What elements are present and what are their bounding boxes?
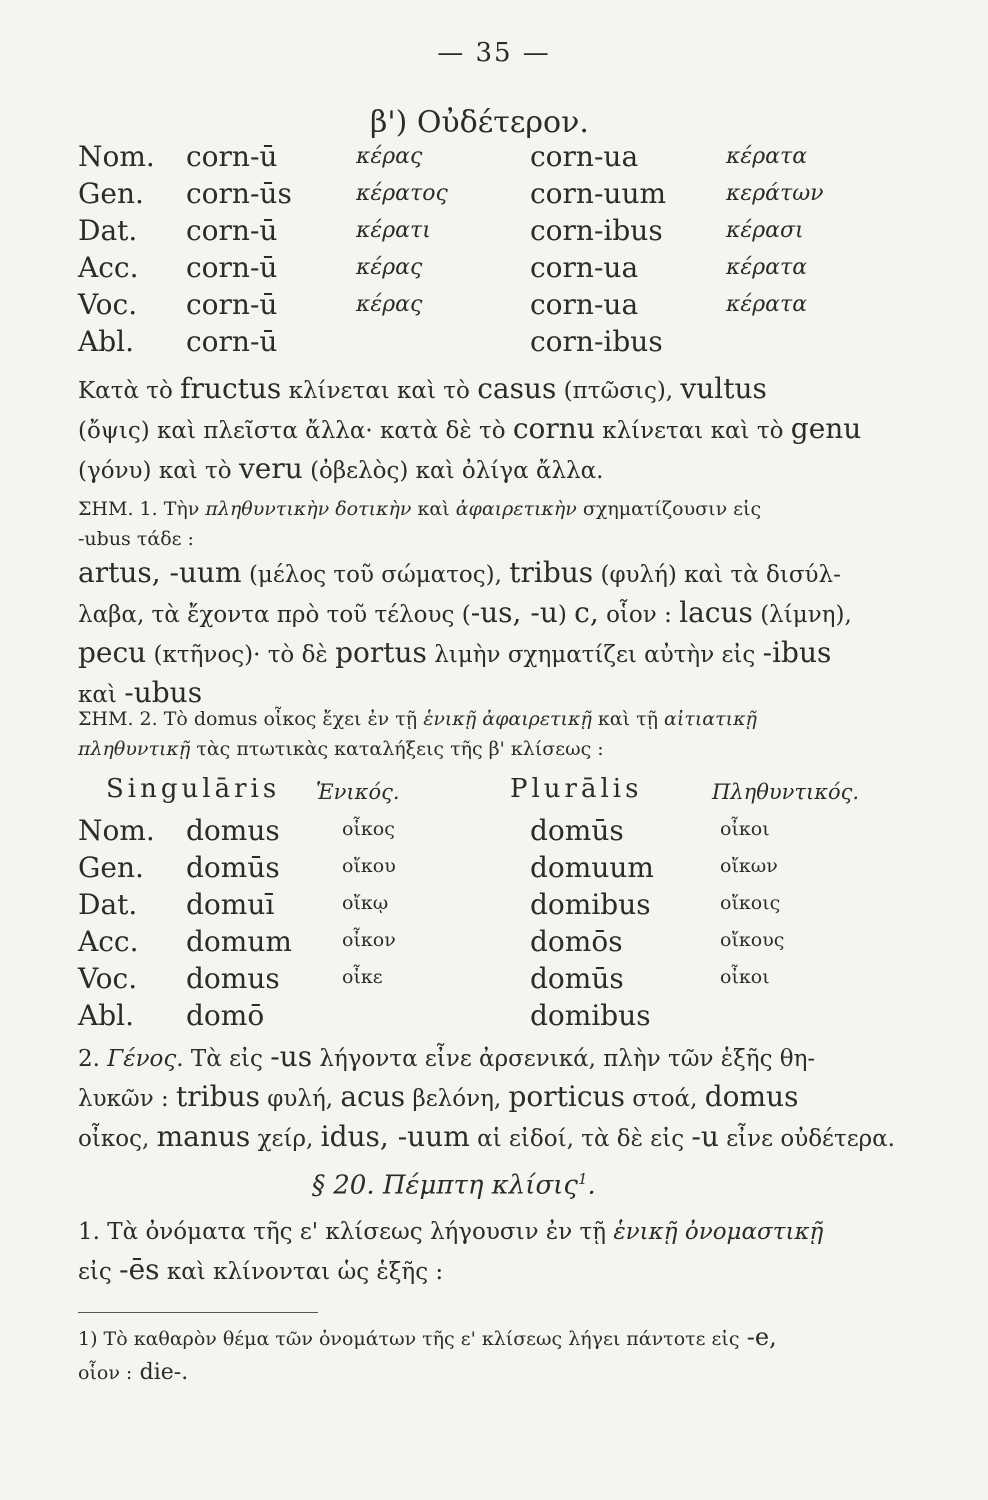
plural-latin: domōs [530, 925, 623, 958]
plural-header-latin: Plurālis [510, 774, 643, 804]
case-label: Nom. [78, 140, 155, 173]
singular-greek: οἴκῳ [342, 892, 389, 914]
table-row [78, 851, 938, 887]
case-label: Abl. [78, 999, 134, 1032]
table-row [78, 214, 938, 250]
plural-latin: corn-uum [530, 177, 667, 210]
table-row [78, 288, 938, 324]
page-number: — 35 — [437, 38, 551, 68]
plural-header-greek: Πληθυντικός. [712, 780, 860, 804]
singular-latin: domūs [186, 851, 280, 884]
case-label: Acc. [78, 925, 139, 958]
singular-latin: domuī [186, 888, 275, 921]
case-label: Nom. [78, 814, 155, 847]
singular-header-greek: Ἑνικός. [316, 780, 400, 804]
text-line: λυκῶν : tribus φυλή, acus βελόνη, porticus στοά, domus [78, 1080, 799, 1113]
text-line: εἰς -ēs καὶ κλίνονται ὡς ἑξῆς : [78, 1253, 444, 1286]
paragraph-fructus [78, 370, 898, 490]
case-label: Voc. [78, 962, 138, 995]
text-line: -ubus τάδε : [78, 528, 194, 550]
case-label: Dat. [78, 888, 138, 921]
singular-greek: οἴκου [342, 855, 396, 877]
plural-latin: corn-ua [530, 288, 639, 321]
singular-latin: domus [186, 814, 280, 847]
table-row [78, 888, 938, 924]
footnote [78, 1320, 898, 1390]
singular-greek: οἶκον [342, 929, 396, 951]
footnote-marker: 1 [577, 1170, 588, 1188]
table-row [78, 814, 938, 850]
case-label: Voc. [78, 288, 138, 321]
plural-latin: corn-ibus [530, 325, 663, 358]
paragraph-gender [78, 1038, 898, 1158]
table-row [78, 962, 938, 998]
case-label: Dat. [78, 214, 138, 247]
plural-latin: domūs [530, 962, 624, 995]
singular-latin: corn-ū [186, 325, 278, 358]
plural-greek: κέρασι [726, 218, 804, 243]
table-row [78, 140, 938, 176]
text-line: οἶκος, manus χείρ, idus, -uum αἱ εἰδοί, τὰ δὲ εἰς -u εἶνε οὐδέτερα. [78, 1120, 895, 1153]
text-line: πληθυντικῇ τὰς πτωτικὰς καταλήξεις τῆς β' κλίσεως : [78, 738, 604, 760]
table-row [78, 251, 938, 287]
text-line: λαβα, τὰ ἔχοντα πρὸ τοῦ τέλους (-us, -u) c, οἷον : lacus (λίμνη), [78, 596, 852, 629]
singular-greek: κέρας [356, 292, 423, 317]
text-line: καὶ -ubus [78, 676, 203, 709]
text-line: (γόνυ) καὶ τὸ veru (ὀβελὸς) καὶ ὀλίγα ἄλλα. [78, 452, 604, 485]
plural-greek: οἶκοι [720, 966, 770, 988]
singular-greek: οἶκε [342, 966, 383, 988]
section-heading: § 20. Πέμπτη κλίσις$^1$. [312, 1170, 596, 1201]
singular-latin: corn-ū [186, 288, 278, 321]
text-line: οἷον : die-. [78, 1360, 189, 1385]
plural-latin: domūs [530, 814, 624, 847]
plural-latin: domuum [530, 851, 654, 884]
text-line: Κατὰ τὸ fructus κλίνεται καὶ τὸ casus (πτῶσις), vultus [78, 372, 767, 405]
plural-latin: corn-ua [530, 251, 639, 284]
plural-greek: οἴκων [720, 855, 778, 877]
singular-latin: corn-ū [186, 140, 278, 173]
case-label: Acc. [78, 251, 139, 284]
text-line: 1. Τὰ ὀνόματα τῆς ε' κλίσεως λήγουσιν ἐν τῇ ἑνικῇ ὀνομαστικῇ [78, 1219, 824, 1245]
text-line: 2. Γένος. Τὰ εἰς -us λήγοντα εἶνε ἀρσενικά, πλὴν τῶν ἑξῆς θη- [78, 1040, 816, 1073]
text-line: ΣΗΜ. 2. Τὸ domus οἶκος ἔχει ἐν τῇ ἑνικῇ ἀφαιρετικῇ καὶ τῇ αἰτιατικῇ [78, 708, 757, 730]
singular-latin: corn-ūs [186, 177, 292, 210]
table-row [78, 925, 938, 961]
case-label: Abl. [78, 325, 134, 358]
plural-latin: corn-ibus [530, 214, 663, 247]
text-line: pecu (κτῆνος)· τὸ δὲ portus λιμὴν σχηματίζει αὐτὴν εἰς -ibus [78, 636, 832, 669]
plural-greek: κέρατα [726, 144, 808, 169]
text-line: ΣΗΜ. 1. Τὴν πληθυντικὴν δοτικὴν καὶ ἀφαιρετικὴν σχηματίζουσιν εἰς [78, 498, 762, 520]
singular-greek: κέρας [356, 144, 423, 169]
section-subtitle: β') Οὐδέτερον. [370, 105, 589, 140]
footnote-divider [78, 1312, 318, 1313]
case-label: Gen. [78, 851, 144, 884]
table-row [78, 999, 938, 1035]
singular-latin: corn-ū [186, 214, 278, 247]
plural-latin: corn-ua [530, 140, 639, 173]
text-line: artus, -uum (μέλος τοῦ σώματος), tribus (φυλή) καὶ τὰ δισύλ- [78, 556, 841, 589]
table-header [78, 770, 938, 810]
singular-header-latin: Singulāris [106, 774, 281, 804]
plural-greek: οἴκοις [720, 892, 781, 914]
singular-latin: domus [186, 962, 280, 995]
singular-greek: οἶκος [342, 818, 395, 840]
singular-greek: κέρατος [356, 181, 448, 206]
plural-greek: οἶκοι [720, 818, 770, 840]
singular-latin: domum [186, 925, 292, 958]
singular-greek: κέρατι [356, 218, 431, 243]
singular-latin: corn-ū [186, 251, 278, 284]
paragraph-fifth-declension [78, 1214, 898, 1291]
note-1 [78, 494, 898, 714]
table-row [78, 325, 938, 361]
singular-latin: domō [186, 999, 265, 1032]
plural-latin: domibus [530, 999, 651, 1032]
text-line: 1) Τὸ καθαρὸν θέμα τῶν ὀνομάτων τῆς ε' κλίσεως λήγει πάντοτε εἰς -e, [78, 1323, 777, 1351]
plural-greek: κέρατα [726, 292, 808, 317]
singular-greek: κέρας [356, 255, 423, 280]
table-row [78, 177, 938, 213]
plural-greek: κέρατα [726, 255, 808, 280]
plural-latin: domibus [530, 888, 651, 921]
plural-greek: κεράτων [726, 181, 824, 206]
case-label: Gen. [78, 177, 144, 210]
note-2 [78, 704, 898, 764]
plural-greek: οἴκους [720, 929, 785, 951]
text-line: (ὄψις) καὶ πλεῖστα ἄλλα· κατὰ δὲ τὸ cornu κλίνεται καὶ τὸ genu [78, 412, 862, 445]
